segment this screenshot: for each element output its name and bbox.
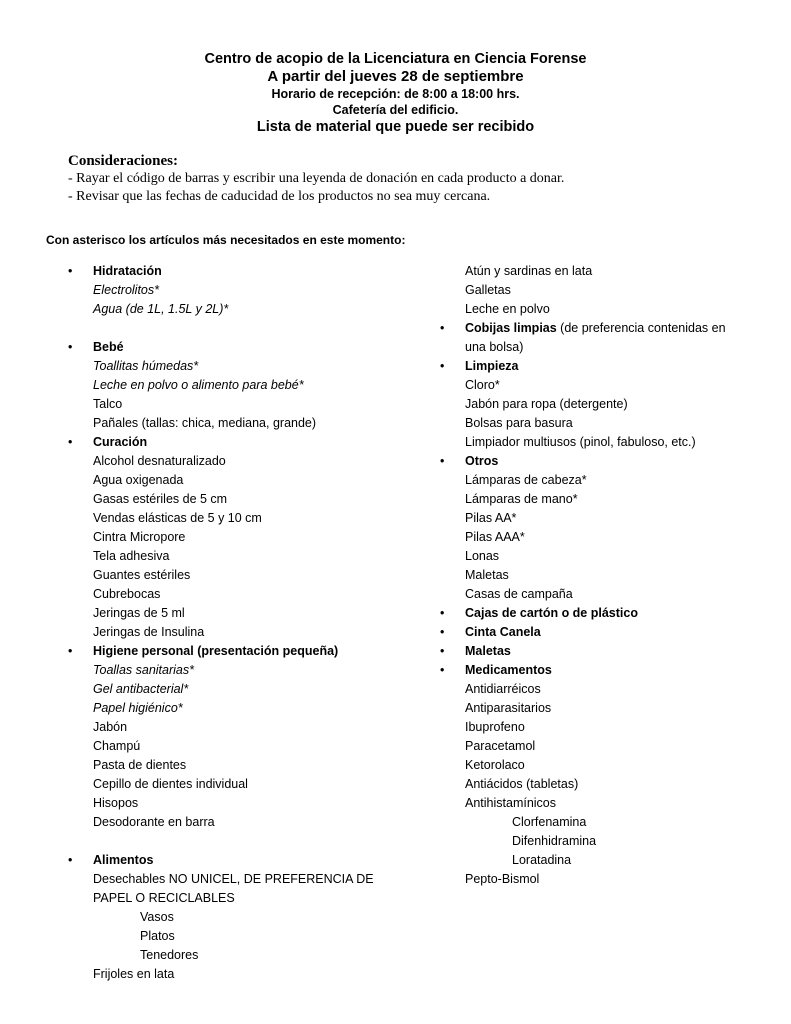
bullet: • [68, 644, 73, 658]
list-item: Ibuprofeno [465, 720, 525, 734]
category-title: Bebé [93, 340, 124, 354]
list-item: PAPEL O RECICLABLES [93, 891, 235, 905]
list-item: Limpiador multiusos (pinol, fabuloso, etc.) [465, 435, 696, 449]
list-item: Toallitas húmedas* [93, 359, 199, 373]
list-item: Leche en polvo [465, 302, 550, 316]
list-item: Jeringas de 5 ml [93, 606, 185, 620]
list-item: Guantes estériles [93, 568, 191, 582]
category-bebe [60, 338, 400, 357]
bullet: • [440, 359, 445, 373]
list-subitem: Clorfenamina [512, 815, 587, 829]
category-title: Cobijas limpias [465, 321, 557, 335]
category-higiene [60, 642, 400, 661]
list-item: Jeringas de Insulina [93, 625, 205, 639]
list-item: Jabón [93, 720, 128, 734]
list-item: Casas de campaña [465, 587, 573, 601]
list-subitem: Loratadina [512, 853, 572, 867]
list-item: Bolsas para basura [465, 416, 573, 430]
bullet: • [68, 264, 73, 278]
list-item: Papel higiénico* [93, 701, 183, 715]
category-title: Maletas [465, 644, 511, 658]
list-item: Pañales (tallas: chica, mediana, grande) [93, 416, 317, 430]
list-item: Cubrebocas [93, 587, 161, 601]
list-item: Tela adhesiva [93, 549, 170, 563]
left-column [60, 262, 400, 984]
bullet: • [440, 454, 445, 468]
list-item: Antihistamínicos [465, 796, 557, 810]
category-note: (de preferencia contenidas en [556, 321, 726, 335]
list-item: Pilas AA* [465, 511, 517, 525]
list-item: Antiparasitarios [465, 701, 552, 715]
list-item: Desechables NO UNICEL, DE PREFERENCIA DE [93, 872, 374, 886]
bullet: • [440, 663, 445, 677]
list-item: Leche en polvo o alimento para bebé* [93, 378, 304, 392]
category-cobijas [432, 319, 762, 338]
list-item: Hisopos [93, 796, 139, 810]
list-item: Agua oxigenada [93, 473, 184, 487]
list-item: Antiácidos (tabletas) [465, 777, 579, 791]
category-title: Higiene personal (presentación pequeña) [93, 644, 339, 658]
list-item: Talco [93, 397, 123, 411]
category-cajas [432, 604, 762, 623]
category-limpieza [432, 357, 762, 376]
header-list-title: Lista de material que puede ser recibido [256, 119, 535, 136]
category-title: Cajas de cartón o de plástico [465, 606, 638, 620]
list-item: Gel antibacterial* [93, 682, 189, 696]
right-column [432, 262, 762, 889]
category-title: Otros [465, 454, 499, 468]
bullet: • [440, 644, 445, 658]
bullet: • [68, 340, 73, 354]
category-title: Limpieza [465, 359, 519, 373]
list-item: Atún y sardinas en lata [465, 264, 593, 278]
list-item: Vendas elásticas de 5 y 10 cm [93, 511, 262, 525]
category-curacion [60, 433, 400, 452]
list-item: Ketorolaco [465, 758, 525, 772]
category-maletas [432, 642, 762, 661]
list-subitem: Vasos [140, 910, 174, 924]
list-item: Agua (de 1L, 1.5L y 2L)* [93, 302, 229, 316]
list-item: Lámparas de mano* [465, 492, 578, 506]
bullet: • [440, 606, 445, 620]
category-title: Medicamentos [465, 663, 552, 677]
category-medicamentos [432, 661, 762, 680]
list-item: Jabón para ropa (detergente) [465, 397, 628, 411]
list-item: Gasas estériles de 5 cm [93, 492, 228, 506]
list-subitem: Tenedores [140, 948, 199, 962]
asterisk-note: Con asterisco los artículos más necesitados en este momento: [46, 233, 406, 247]
list-item: Galletas [465, 283, 511, 297]
list-item: Lonas [465, 549, 500, 563]
category-title: Alimentos [93, 853, 154, 867]
list-subitem: Difenhidramina [512, 834, 597, 848]
category-title: Hidratación [93, 264, 162, 278]
list-item: Champú [93, 739, 141, 753]
list-item: Cintra Micropore [93, 530, 186, 544]
considerations-title: Consideraciones: [68, 153, 178, 169]
bullet: • [68, 853, 73, 867]
considerations-section [68, 152, 564, 206]
list-item: Pepto-Bismol [465, 872, 540, 886]
category-otros [432, 452, 762, 471]
list-item: Paracetamol [465, 739, 536, 753]
list-item: Pasta de dientes [93, 758, 187, 772]
category-hidratacion [60, 262, 400, 281]
consideration-item: - Rayar el código de barras y escribir una leyenda de donación en cada producto a donar. [68, 171, 565, 186]
list-item: Toallas sanitarias* [93, 663, 194, 677]
header-location: Cafetería del edificio. [332, 102, 459, 117]
list-item: Frijoles en lata [93, 967, 175, 981]
bullet: • [440, 625, 445, 639]
spacer [60, 319, 400, 338]
category-note-continued: una bolsa) [465, 340, 524, 354]
bullet: • [68, 435, 73, 449]
category-cinta [432, 623, 762, 642]
category-title: Cinta Canela [465, 625, 541, 639]
document-header [0, 50, 791, 136]
list-item: Desodorante en barra [93, 815, 215, 829]
list-item: Cloro* [465, 378, 500, 392]
list-item: Maletas [465, 568, 509, 582]
list-item: Electrolitos* [93, 283, 159, 297]
category-alimentos [60, 851, 400, 870]
list-item: Lámparas de cabeza* [465, 473, 587, 487]
list-item: Pilas AAA* [465, 530, 525, 544]
category-title: Curación [93, 435, 148, 449]
list-item: Antidiarréicos [465, 682, 541, 696]
list-item: Cepillo de dientes individual [93, 777, 248, 791]
list-subitem: Platos [140, 929, 175, 943]
list-item: Alcohol desnaturalizado [93, 454, 226, 468]
bullet: • [440, 321, 445, 335]
header-schedule: Horario de recepción: de 8:00 a 18:00 hrs. [271, 86, 520, 101]
consideration-item: - Revisar que las fechas de caducidad de los productos no sea muy cercana. [68, 189, 491, 204]
header-date: A partir del jueves 28 de septiembre [267, 68, 524, 86]
header-title: Centro de acopio de la Licenciatura en Ciencia Forense [204, 51, 587, 67]
spacer [60, 832, 400, 851]
